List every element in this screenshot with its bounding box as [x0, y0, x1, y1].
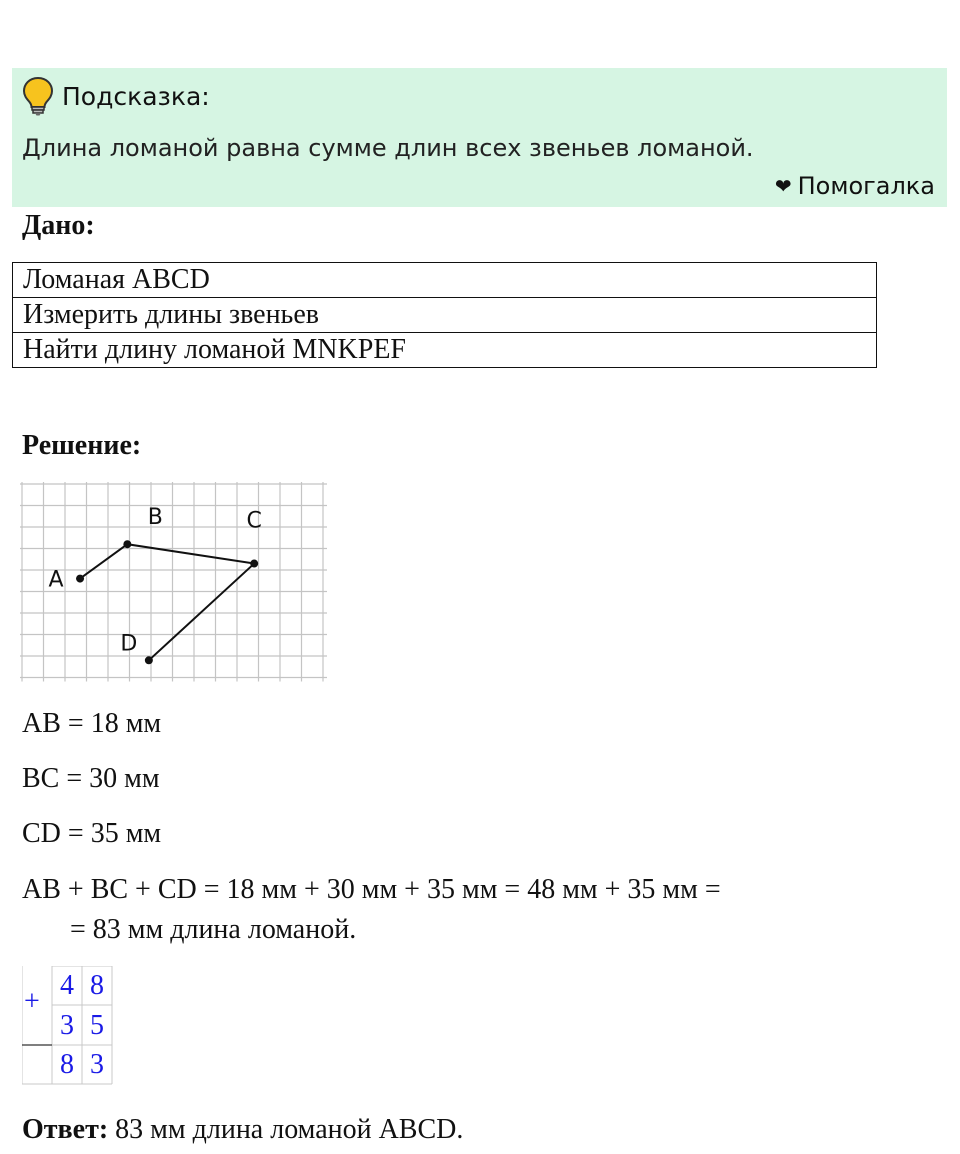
given-cell: Измерить длины звеньев [13, 298, 877, 333]
solution-heading: Решение: [22, 430, 142, 461]
equation-result: = 83 мм длина ломаной. [70, 914, 357, 945]
equation-ab: AB = 18 мм [22, 708, 162, 739]
table-row [13, 263, 877, 298]
equation-cd: CD = 35 мм [22, 818, 162, 849]
given-heading: Дано: [22, 210, 95, 241]
vertex-point-d [145, 656, 153, 664]
digit-bottom-tens: 3 [60, 1010, 74, 1041]
polyline-abcd [80, 544, 254, 660]
vertex-label-b: B [147, 505, 163, 531]
hint-title: Подсказка: [62, 81, 210, 111]
answer-line [22, 1114, 463, 1146]
answer-text: 83 мм длина ломаной ABCD. [108, 1114, 464, 1145]
given-cell: Найти длину ломаной MNKPEF [13, 333, 877, 368]
polyline-figure [20, 482, 330, 688]
digit-top-ones: 8 [90, 970, 104, 1001]
lightbulb-icon [22, 76, 54, 116]
hint-box [12, 68, 947, 207]
grid-lines [20, 482, 327, 682]
digit-bottom-ones: 5 [90, 1010, 104, 1041]
given-cell: Ломаная ABCD [13, 263, 877, 298]
brand-label: Помогалка [797, 172, 935, 200]
digit-top-tens: 4 [60, 970, 74, 1001]
table-row [13, 333, 877, 368]
equation-bc: BC = 30 мм [22, 763, 160, 794]
equation-sum: AB + BC + CD = 18 мм + 30 мм + 35 мм = 48 мм + 35 мм = [22, 874, 721, 905]
vertex-point-b [123, 540, 131, 548]
digit-result-ones: 3 [90, 1049, 104, 1080]
heart-icon: ❤ [774, 174, 792, 198]
hint-text: Длина ломаной равна сумме длин всех звеньев ломаной. [22, 134, 754, 162]
answer-label: Ответ: [22, 1114, 109, 1145]
brand-link[interactable] [775, 172, 935, 200]
plus-sign: + [24, 986, 40, 1017]
vertex-label-c: C [246, 508, 262, 534]
vertex-point-a [76, 575, 84, 583]
vertex-label-a: A [48, 567, 64, 593]
hint-header [22, 74, 210, 118]
digit-result-tens: 8 [60, 1049, 74, 1080]
vertex-point-c [250, 560, 258, 568]
vertex-label-d: D [120, 631, 138, 657]
table-row [13, 298, 877, 333]
given-table [12, 262, 877, 368]
